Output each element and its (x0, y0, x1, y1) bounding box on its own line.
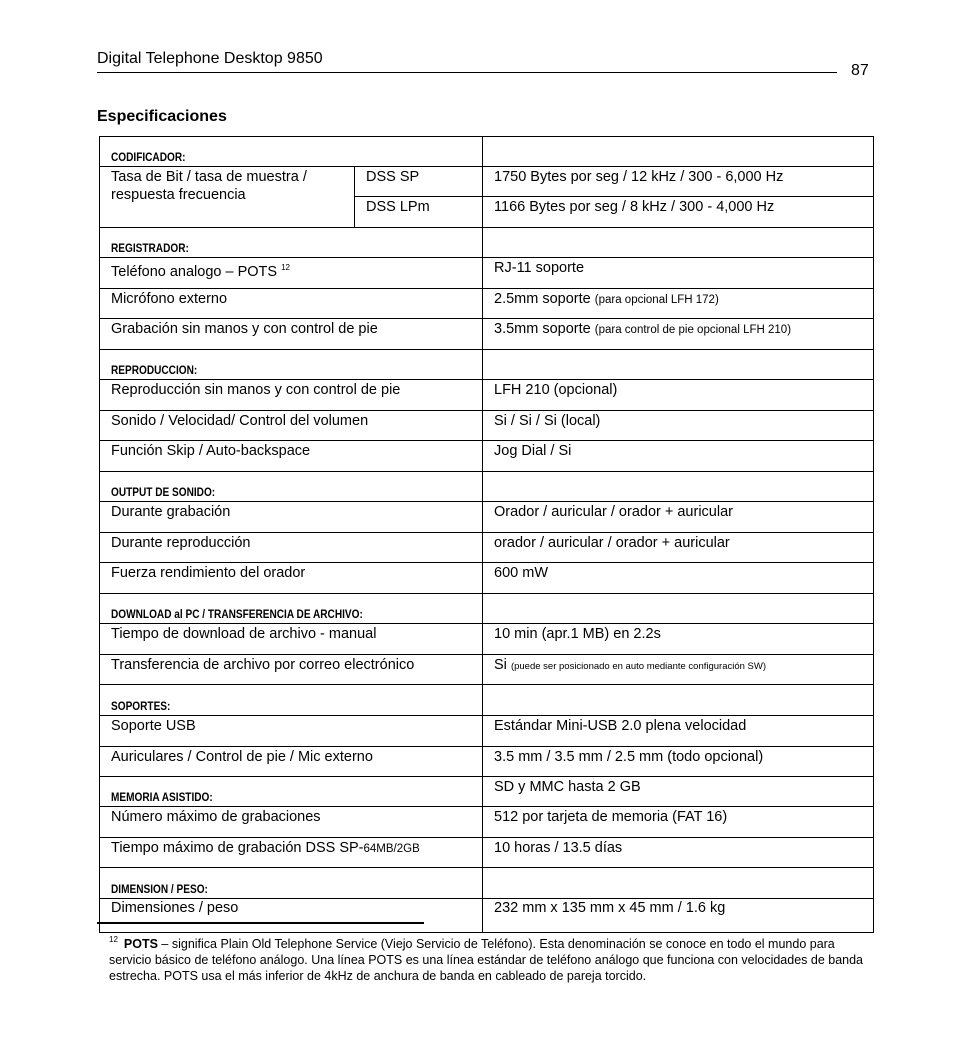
bitrate-label: Tasa de Bit / tasa de muestra / respuesta frecuencia (100, 167, 355, 228)
page-number: 87 (851, 62, 869, 79)
spec-value: SD y MMC hasta 2 GB (483, 777, 874, 807)
table-row (100, 289, 874, 319)
section-cell (100, 594, 483, 624)
table-row (100, 716, 874, 747)
format-dss-lpm-value: 1166 Bytes por seg / 8 kHz / 300 - 4,000 Hz (483, 197, 874, 228)
spec-label: Tiempo de download de archivo - manual (100, 624, 483, 655)
spec-value: 3.5 mm / 3.5 mm / 2.5 mm (todo opcional) (483, 747, 874, 777)
empty-cell (483, 350, 874, 380)
spec-label: Auriculares / Control de pie / Mic externo (100, 747, 483, 777)
section-row-reproduccion (100, 350, 874, 380)
section-cell (100, 777, 483, 807)
spec-label: Durante grabación (100, 502, 483, 533)
handsfree-value: 3.5mm soporte (494, 321, 591, 337)
footnote-ref: 12 (281, 263, 290, 272)
footnote (109, 932, 869, 984)
section-row-soportes (100, 685, 874, 716)
table-row (100, 411, 874, 441)
spec-label: Reproducción sin manos y con control de pie (100, 380, 483, 411)
empty-cell (483, 472, 874, 502)
section-label-codificador: CODIFICADOR: (111, 150, 186, 164)
footnote-number: 12 (109, 935, 118, 944)
table-row (100, 167, 874, 197)
empty-cell (483, 228, 874, 258)
spec-value: 600 mW (483, 563, 874, 594)
spec-label: Soporte USB (100, 716, 483, 747)
document-title: Digital Telephone Desktop 9850 (97, 50, 323, 67)
spec-value: 232 mm x 135 mm x 45 mm / 1.6 kg (483, 899, 874, 933)
header-rule (97, 72, 837, 73)
section-row-memoria (100, 777, 874, 807)
section-row-dimension (100, 868, 874, 899)
section-label-memoria: MEMORIA ASISTIDO: (111, 790, 213, 804)
spec-value: Si / Si / Si (local) (483, 411, 874, 441)
section-cell (100, 685, 483, 716)
format-dss-sp-value: 1750 Bytes por seg / 12 kHz / 300 - 6,000 Hz (483, 167, 874, 197)
spec-value: orador / auricular / orador + auricular (483, 533, 874, 563)
section-cell (100, 228, 483, 258)
footnote-rule (97, 922, 424, 924)
pots-label: Teléfono analogo – POTS (111, 264, 278, 280)
table-row (100, 899, 874, 933)
time-label: Tiempo máximo de grabación DSS SP- (111, 840, 364, 856)
section-label-download: DOWNLOAD al PC / TRANSFERENCIA DE ARCHIVO: (111, 607, 363, 621)
table-row (100, 624, 874, 655)
section-cell (100, 868, 483, 899)
table-row (100, 655, 874, 685)
empty-cell (483, 137, 874, 167)
table-row (100, 563, 874, 594)
spec-label (100, 838, 483, 868)
section-label-reproduccion: REPRODUCCION: (111, 363, 198, 377)
table-row (100, 838, 874, 868)
mic-value: 2.5mm soporte (494, 291, 591, 307)
spec-label: Número máximo de grabaciones (100, 807, 483, 838)
mic-note: (para opcional LFH 172) (594, 294, 719, 306)
spec-label: Grabación sin manos y con control de pie (100, 319, 483, 350)
spec-value: RJ-11 soporte (483, 258, 874, 289)
spec-label (100, 258, 483, 289)
spec-label: Función Skip / Auto-backspace (100, 441, 483, 472)
spec-value: 10 horas / 13.5 días (483, 838, 874, 868)
section-row-registrador (100, 228, 874, 258)
section-label-dimension: DIMENSION / PESO: (111, 882, 208, 896)
section-label-output: OUTPUT DE SONIDO: (111, 485, 216, 499)
spec-value (483, 319, 874, 350)
spec-label: Durante reproducción (100, 533, 483, 563)
section-cell (100, 472, 483, 502)
table-row (100, 747, 874, 777)
table-row (100, 258, 874, 289)
empty-cell (483, 868, 874, 899)
section-row-download (100, 594, 874, 624)
format-dss-lpm: DSS LPm (355, 197, 483, 228)
spec-value: 10 min (apr.1 MB) en 2.2s (483, 624, 874, 655)
section-title: Especificaciones (97, 108, 227, 125)
table-row (100, 380, 874, 411)
section-row-output (100, 472, 874, 502)
specifications-table (99, 136, 874, 933)
time-label-small: 64MB/2GB (363, 843, 420, 855)
spec-label: Sonido / Velocidad/ Control del volumen (100, 411, 483, 441)
section-label-registrador: REGISTRADOR: (111, 241, 189, 255)
empty-cell (483, 594, 874, 624)
table-row (100, 319, 874, 350)
table-row (100, 533, 874, 563)
spec-value: 512 por tarjeta de memoria (FAT 16) (483, 807, 874, 838)
table-row (100, 502, 874, 533)
email-note: (puede ser posicionado en auto mediante configuración SW) (510, 661, 767, 672)
spec-value: Jog Dial / Si (483, 441, 874, 472)
spec-value (483, 655, 874, 685)
spec-value: Estándar Mini-USB 2.0 plena velocidad (483, 716, 874, 747)
empty-cell (483, 685, 874, 716)
handsfree-note: (para control de pie opcional LFH 210) (594, 324, 792, 336)
spec-label: Dimensiones / peso (100, 899, 483, 933)
spec-value: Orador / auricular / orador + auricular (483, 502, 874, 533)
section-cell (100, 137, 483, 167)
section-label-soportes: SOPORTES: (111, 699, 171, 713)
email-value: Si (494, 657, 507, 673)
spec-label: Micrófono externo (100, 289, 483, 319)
spec-label: Transferencia de archivo por correo electrónico (100, 655, 483, 685)
table-row (100, 807, 874, 838)
format-dss-sp: DSS SP (355, 167, 483, 197)
spec-label: Fuerza rendimiento del orador (100, 563, 483, 594)
section-cell (100, 350, 483, 380)
section-row-codificador (100, 137, 874, 167)
footnote-text: – significa Plain Old Telephone Service (Viejo Servicio de Teléfono). Esta denominación se conoce en todo el mundo para servicio básico de teléfono análogo. Una línea POTS es una línea estándar de teléfono análogo que funciona con velocidades de banda estrecha. POTS usa el más inferior de 4kHz de anchura de banda en cableado de pareja torcido. (109, 937, 864, 983)
footnote-term: POTS (123, 937, 158, 951)
table-row (100, 441, 874, 472)
spec-value (483, 289, 874, 319)
spec-value: LFH 210 (opcional) (483, 380, 874, 411)
